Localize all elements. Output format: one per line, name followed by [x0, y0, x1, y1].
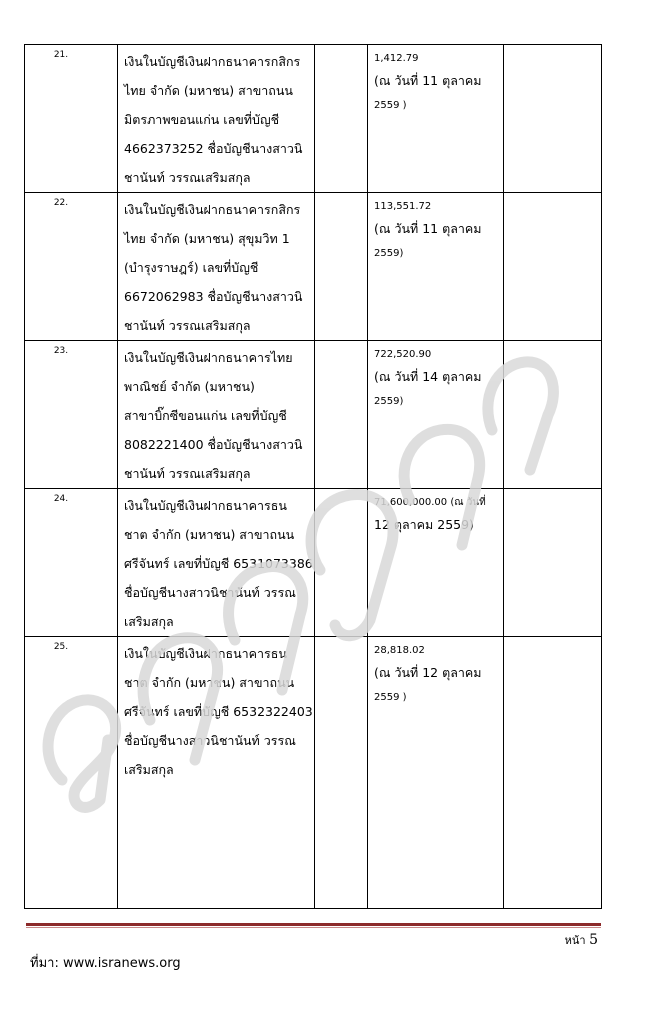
description-line: ชานันท์ วรรณเสริมสกุล — [124, 318, 251, 333]
page-label: หน้า — [564, 934, 586, 947]
blank-cell — [504, 45, 602, 193]
description-line: ศรีจันทร์ เลขที่บัญชี 6532322403 — [124, 704, 313, 719]
watermark-text: สำนักงานกฎหมาย — [0, 0, 8, 1]
description-line: ศรีจันทร์ เลขที่บัญชี 6531073386 — [124, 556, 313, 571]
row-number: 25. — [53, 642, 69, 652]
description-cell — [118, 341, 315, 489]
source-label: ที่มา: — [30, 956, 63, 971]
row-number-cell — [25, 341, 118, 489]
amount-date-line: 2559 ) — [374, 100, 407, 111]
description-cell — [118, 637, 315, 909]
amount-cell — [368, 489, 504, 637]
page-number — [565, 931, 598, 949]
amount-date-line: (ณ วันที่ 12 ตุลาคม — [374, 665, 482, 680]
amount-cell — [368, 637, 504, 909]
amount-value: 113,551.72 — [374, 201, 432, 212]
page-number-value: 5 — [589, 932, 598, 948]
blank-cell — [315, 489, 368, 637]
description-line: มิตรภาพขอนแก่น เลขที่บัญชี — [124, 112, 280, 127]
table-row — [25, 341, 602, 489]
description-line: เสริมสกุล — [124, 762, 174, 777]
amount-cell — [368, 341, 504, 489]
row-number: 24. — [53, 494, 69, 504]
row-number: 22. — [53, 198, 69, 208]
description-line: เงินในบัญชีเงินฝากธนาคารกสิกร — [124, 202, 301, 217]
blank-cell — [504, 193, 602, 341]
amount-value: 722,520.90 — [374, 349, 432, 360]
footer-divider-thin — [26, 927, 601, 928]
amount-date-line: 2559) — [374, 396, 404, 407]
description-cell — [118, 45, 315, 193]
blank-cell — [504, 637, 602, 909]
footer-divider — [26, 923, 601, 926]
source-url[interactable]: www.isranews.org — [62, 956, 181, 971]
description-cell — [118, 193, 315, 341]
description-line: เสริมสกุล — [124, 614, 174, 629]
row-number: 21. — [53, 50, 69, 60]
asset-table — [24, 44, 602, 909]
description-line: ชาต จำกัก (มหาชน) สาขาถนน — [124, 527, 295, 542]
description-line: เงินในบัญชีเงินฝากธนาคารธน — [124, 646, 287, 661]
source-credit — [30, 952, 181, 973]
row-number-cell — [25, 193, 118, 341]
row-number-cell — [25, 637, 118, 909]
table-row — [25, 489, 602, 637]
amount-value: 1,412.79 — [374, 53, 419, 64]
description-line: พาณิชย์ จำกัด (มหาชน) — [124, 379, 255, 394]
amount-date-line: 12 ตุลาคม 2559) — [374, 517, 474, 532]
description-line: สาขาบิ๊กซีขอนแก่น เลขที่บัญชี — [124, 408, 287, 423]
description-line: ชื่อบัญชีนางสาวนิชานันท์ วรรณ — [124, 733, 296, 748]
description-line: 6672062983 ชื่อบัญชีนางสาวนิ — [124, 289, 303, 304]
description-line: เงินในบัญชีเงินฝากธนาคารกสิกร — [124, 54, 301, 69]
description-line: ไทย จำกัด (มหาชน) สุขุมวิท 1 — [124, 231, 290, 246]
asset-table-body — [25, 45, 602, 909]
amount-value: 28,818.02 — [374, 645, 425, 656]
amount-value: 71,600,000.00 (ณ วันที่ — [374, 497, 486, 508]
row-number: 23. — [53, 346, 69, 356]
amount-cell — [368, 45, 504, 193]
blank-cell — [315, 193, 368, 341]
amount-date-line: 2559) — [374, 248, 404, 259]
description-line: ชื่อบัญชีนางสาวนิชานันท์ วรรณ — [124, 585, 296, 600]
description-line: เงินในบัญชีเงินฝากธนาคารไทย — [124, 350, 293, 365]
row-number-cell — [25, 489, 118, 637]
description-line: เงินในบัญชีเงินฝากธนาคารธน — [124, 498, 287, 513]
amount-date-line: (ณ วันที่ 11 ตุลาคม — [374, 73, 482, 88]
description-line: (บำรุงราษฎร์) เลขที่บัญชี — [124, 260, 259, 275]
description-line: 8082221400 ชื่อบัญชีนางสาวนิ — [124, 437, 303, 452]
table-row — [25, 193, 602, 341]
amount-date-line: (ณ วันที่ 11 ตุลาคม — [374, 221, 482, 236]
blank-cell — [504, 489, 602, 637]
description-line: ชานันท์ วรรณเสริมสกุล — [124, 466, 251, 481]
table-row — [25, 45, 602, 193]
amount-date-line: (ณ วันที่ 14 ตุลาคม — [374, 369, 482, 384]
blank-cell — [504, 341, 602, 489]
description-line: 4662373252 ชื่อบัญชีนางสาวนิ — [124, 141, 303, 156]
table-row — [25, 637, 602, 909]
description-line: ไทย จำกัด (มหาชน) สาขาถนน — [124, 83, 293, 98]
blank-cell — [315, 341, 368, 489]
amount-date-line: 2559 ) — [374, 692, 407, 703]
blank-cell — [315, 637, 368, 909]
description-line: ชาต จำกัก (มหาชน) สาขาถนน — [124, 675, 295, 690]
description-cell — [118, 489, 315, 637]
row-number-cell — [25, 45, 118, 193]
amount-cell — [368, 193, 504, 341]
description-line: ชานันท์ วรรณเสริมสกุล — [124, 170, 251, 185]
blank-cell — [315, 45, 368, 193]
